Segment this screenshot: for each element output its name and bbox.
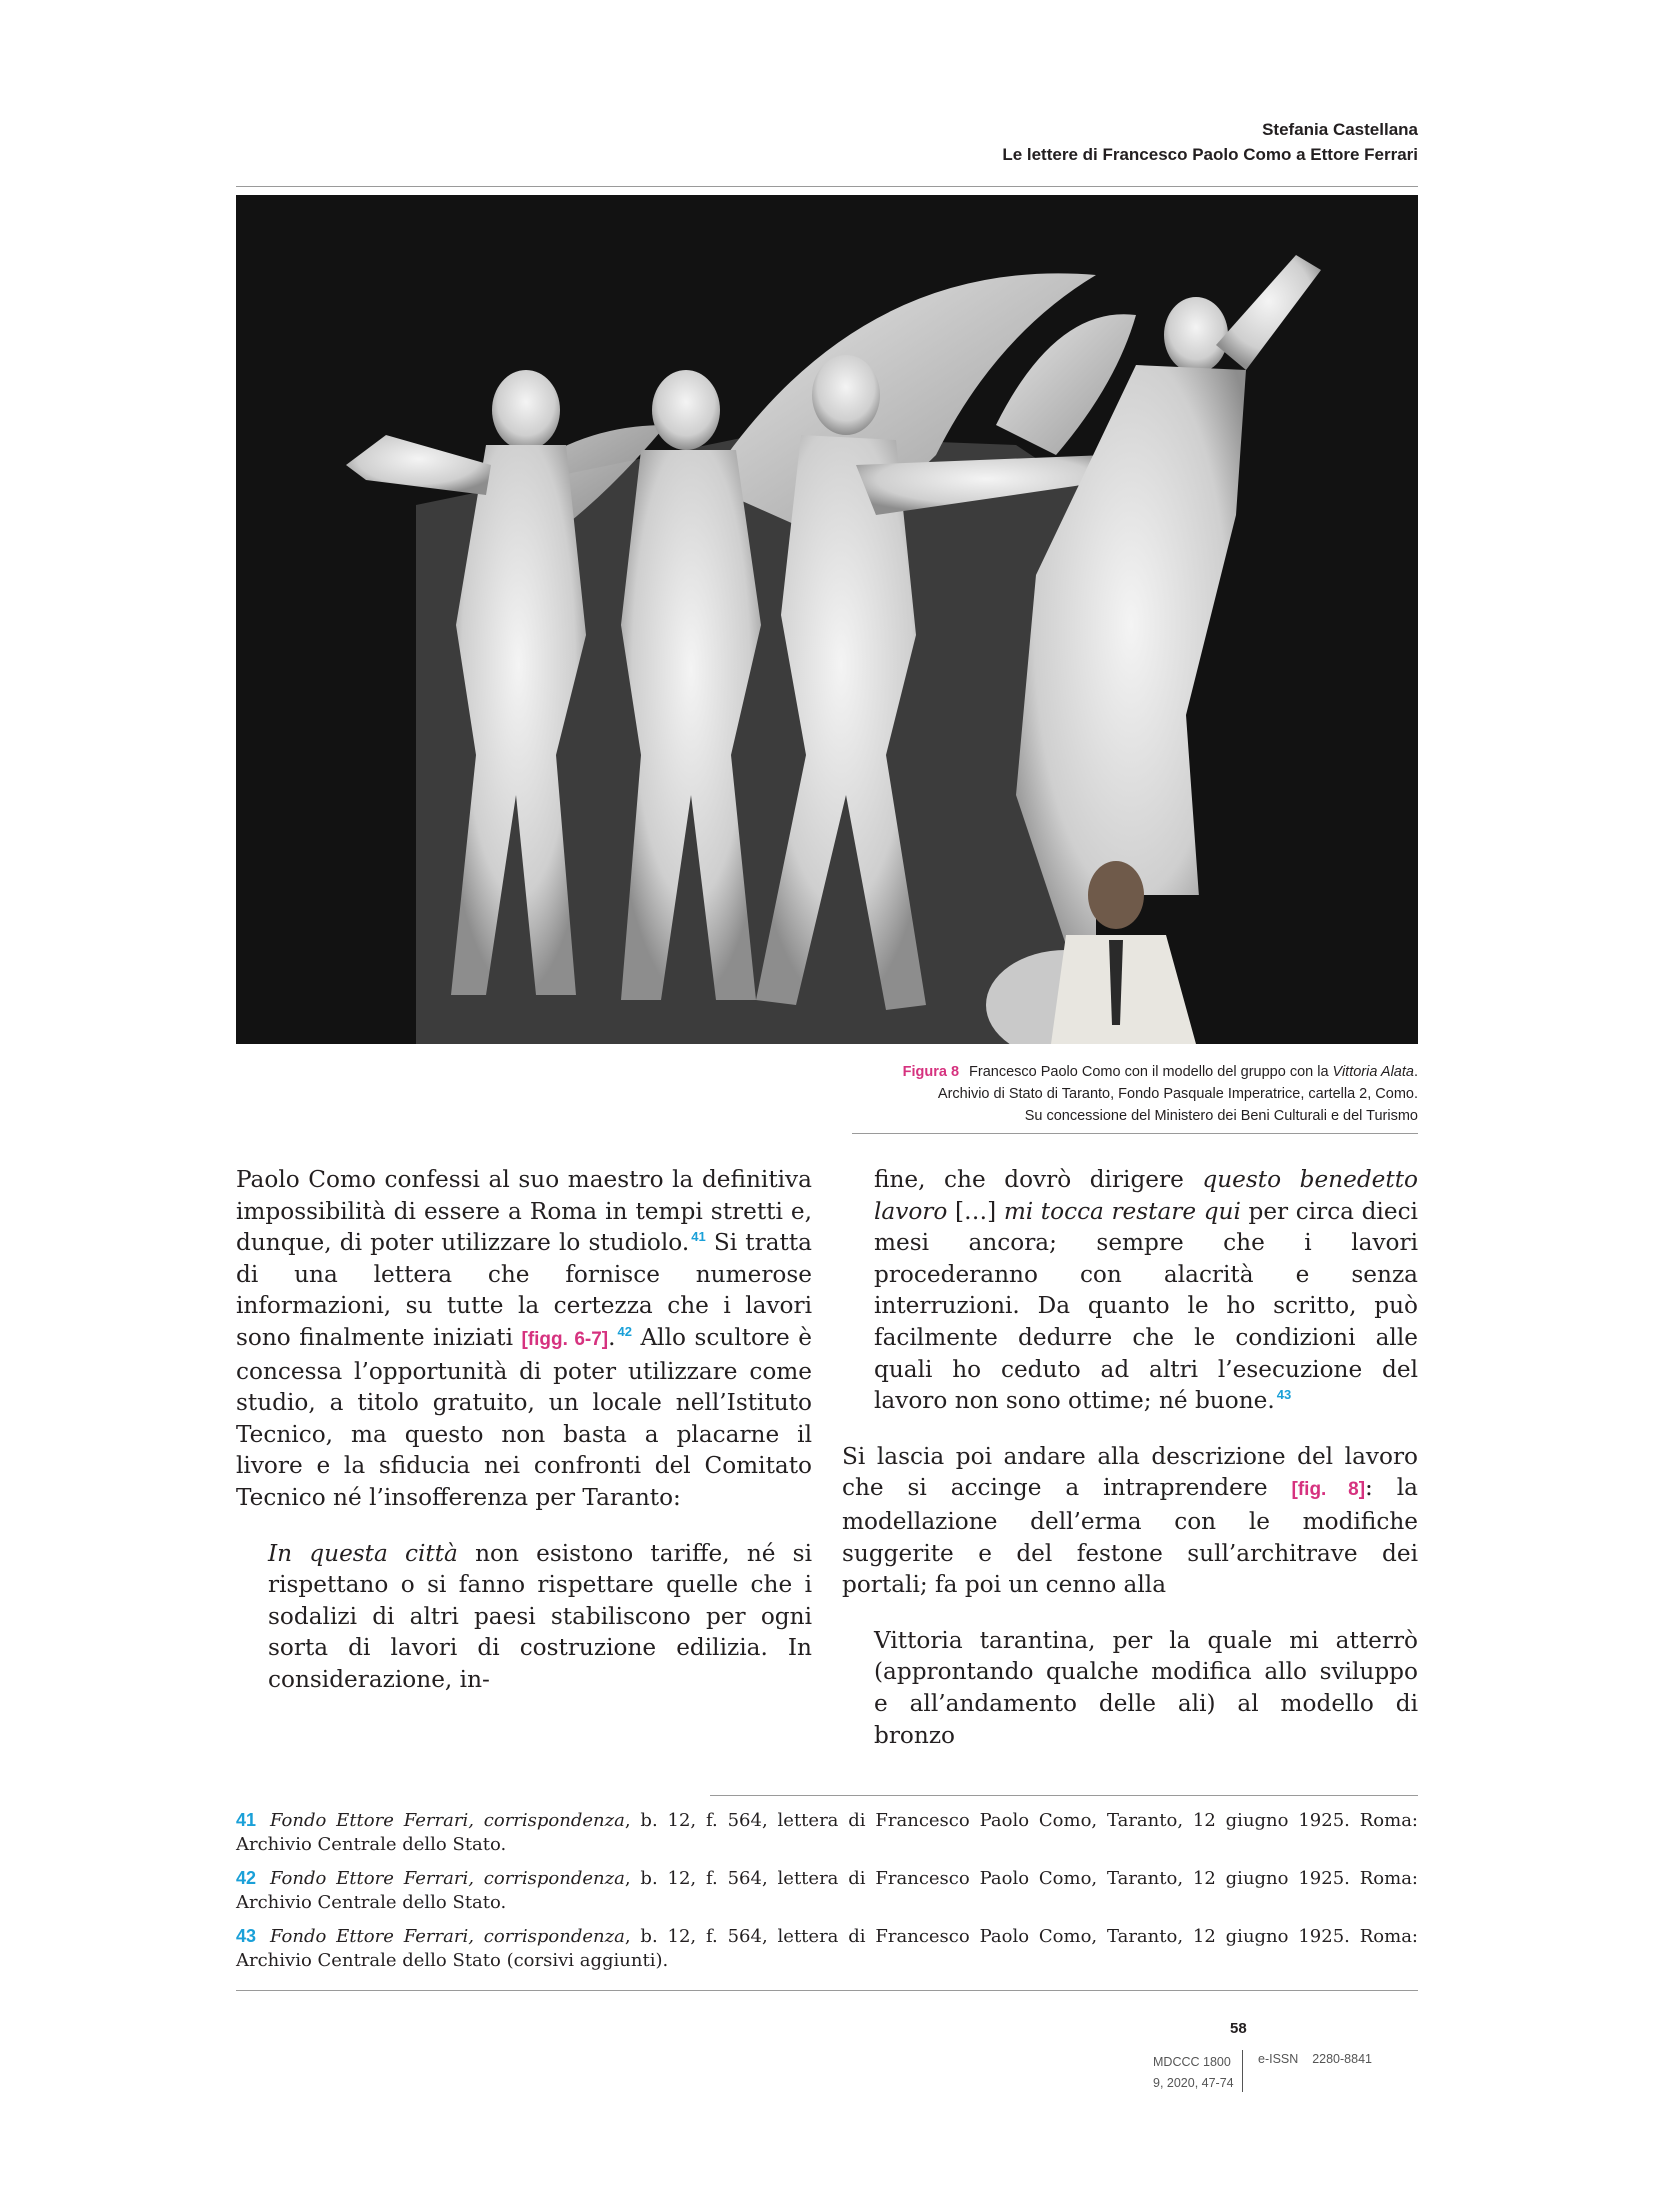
running-header [1002,118,1418,168]
footnote-number: 42 [236,1868,257,1888]
page-number: 58 [1230,2020,1247,2037]
issn-info [1258,2052,1372,2066]
quote-italic: questo benedetto lavoro [874,1166,1418,1225]
footnote-text: , b. 12, f. 564, lettera di Francesco Paolo Como, Taranto, 12 giugno 1925. Roma: Archivio Centrale dello Stato. [236,1868,1418,1913]
caption-rule [852,1133,1418,1134]
quote-italic: In questa città [268,1539,458,1567]
journal-name: MDCCC 1800 [1153,2055,1231,2069]
text-run: Si lascia poi andare alla descrizione del lavoro che si accinge a intraprendere [842,1442,1418,1502]
text-run: per circa dieci mesi ancora; sempre che i lavori procederanno con alacrità e senza interruzioni. Da quanto le ho scritto, può facilmente dedurre che le condizioni alle quali ho ceduto ad altri l’esecuzione del lavoro non sono ottime; né buone. [874,1197,1418,1415]
paragraph [842,1441,1418,1601]
footnote-text: , b. 12, f. 564, lettera di Francesco Paolo Como, Taranto, 12 giugno 1925. Roma: Archivio Centrale dello Stato (corsivi aggiunti). [236,1926,1418,1971]
caption-line2: Archivio di Stato di Taranto, Fondo Pasquale Imperatrice, cartella 2, Como. [937,1086,1418,1102]
footnote-41 [236,1808,1418,1857]
issn-value: 2280-8841 [1312,2052,1372,2066]
footnote-ref-43[interactable]: 43 [1276,1387,1292,1403]
sculpture-photo-image [236,195,1418,1044]
caption-line1-post: . [1413,1064,1418,1080]
text-run: : la modellazione dell’erma con le modifiche suggerite e del festone sull’architrave dei portali; fa poi un cenno alla [842,1474,1418,1599]
paragraph [236,1164,812,1514]
quote-italic: mi tocca restare qui [1003,1197,1241,1225]
footnote-number: 41 [236,1810,257,1830]
footnote-italic: Fondo Ettore Ferrari, corrispondenza [270,1810,625,1831]
text-run: […] [947,1197,1004,1225]
caption-line1-pre: Francesco Paolo Como con il modello del gruppo con la [969,1064,1333,1080]
body-column-right [842,1164,1418,1751]
figure-ref-8[interactable]: [fig. 8] [1291,1479,1366,1501]
caption-line1-italic: Vittoria Alata [1332,1064,1414,1080]
text-run: fine, che dovrò dirigere [874,1166,1203,1193]
figure-photo [236,195,1418,1044]
footer-divider [1242,2050,1243,2092]
footnote-italic: Fondo Ettore Ferrari, corrispondenza [270,1926,625,1947]
figure-ref-6-7[interactable]: [figg. 6-7] [521,1328,609,1350]
header-author: Stefania Castellana [1262,120,1418,139]
text-run: Paolo Como confessi al suo maestro la definitiva impossibilità di essere a Roma in tempi stretti e, dunque, di poter utilizzare lo studiolo. [236,1166,812,1257]
block-quote [236,1538,812,1696]
block-quote [842,1164,1418,1417]
header-rule [236,186,1418,187]
footnote-ref-41[interactable]: 41 [691,1229,706,1245]
figure-caption [718,1061,1418,1127]
header-article-title: Le lettere di Francesco Paolo Como a Ettore Ferrari [1002,145,1418,164]
journal-info [1153,2052,1234,2094]
footnote-43 [236,1924,1418,1973]
text-run: . [608,1323,616,1351]
footnote-ref-42[interactable]: 42 [617,1323,632,1339]
footnotes [236,1808,1418,1982]
footnotes-bottom-rule [236,1990,1418,1991]
figure-label: Figura 8 [902,1064,960,1080]
text-run: Allo scultore è concessa l’opportunità di poter utilizzare come studio, a titolo gratuito, un locale nell’Istituto Tecnico, ma questo non basta a placarne il livore e la sfiducia nei confronti del Comitato Tecnico né l’insofferenza per Taranto: [236,1323,812,1511]
footnote-text: , b. 12, f. 564, lettera di Francesco Paolo Como, Taranto, 12 giugno 1925. Roma: Archivio Centrale dello Stato. [236,1810,1418,1855]
body-column-left [236,1164,812,1696]
caption-line3: Su concessione del Ministero dei Beni Culturali e del Turismo [1024,1108,1418,1124]
text-run: Si tratta di una lettera che fornisce numerose informazioni, su tutte la certezza che i lavori sono finalmente iniziati [236,1229,812,1351]
issn-label: e-ISSN [1258,2052,1299,2066]
footnotes-rule [710,1795,1418,1796]
journal-volume: 9, 2020, 47-74 [1153,2076,1234,2090]
footnote-number: 43 [236,1926,257,1946]
footnote-42 [236,1866,1418,1915]
block-quote: Vittoria tarantina, per la quale mi atterrò (approntando qualche modifica allo sviluppo e all’andamento delle ali) al modello di bronzo [874,1626,1418,1749]
footnote-italic: Fondo Ettore Ferrari, corrispondenza [270,1868,625,1889]
text-run: non esistono tariffe, né si rispettano o si fanno rispettare quelle che i sodalizi di altri paesi stabiliscono per ogni sorta di lavori di costruzione edilizia. In considerazione, in- [268,1539,812,1693]
